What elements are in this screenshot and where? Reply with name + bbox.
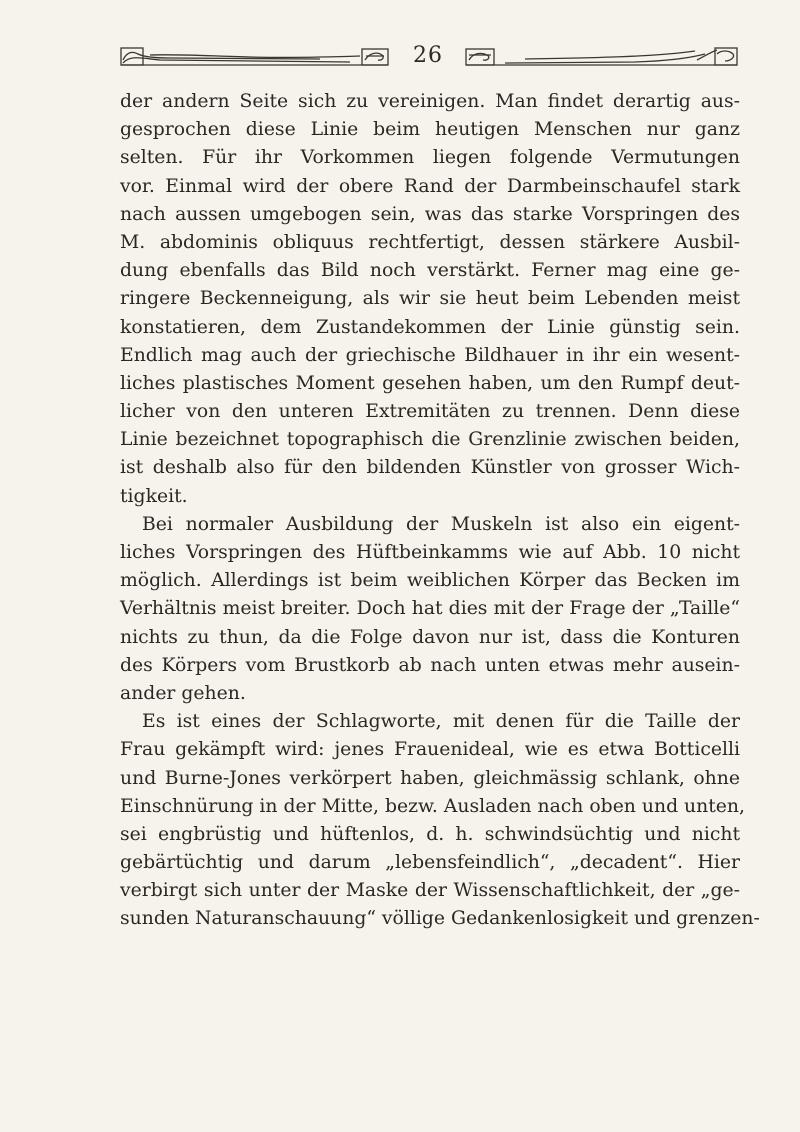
- paragraph-3: [120, 708, 760, 934]
- text-line: nach aussen umgebogen sein, was das starke Vorspringen des: [120, 203, 740, 225]
- text-line: nichts zu thun, da die Folge davon nur ist, dass die Konturen: [120, 626, 740, 648]
- text-line: ander gehen.: [120, 682, 246, 704]
- text-line: vor. Einmal wird der obere Rand der Darmbeinschaufel stark: [120, 175, 740, 197]
- text-line: Frau gekämpft wird: jenes Frauenideal, wie es etwa Botticelli: [120, 739, 740, 761]
- text-line: der andern Seite sich zu vereinigen. Man findet derartig aus-: [120, 91, 740, 112]
- text-line: verbirgt sich unter der Maske der Wissenschaftlichkeit, der „ge-: [120, 880, 740, 902]
- text-line: ringere Beckenneigung, als wir sie heut beim Lebenden meist: [120, 288, 740, 310]
- text-line: Endlich mag auch der griechische Bildhauer in ihr ein wesent-: [120, 344, 740, 366]
- text-line: selten. Für ihr Vorkommen liegen folgende Vermutungen: [120, 147, 740, 169]
- text-line: Es ist eines der Schlagworte, mit denen für die Taille der: [142, 711, 740, 733]
- text-line: konstatieren, dem Zustandekommen der Linie günstig sein.: [120, 316, 740, 338]
- decorative-rule-right-icon: [465, 46, 740, 68]
- body-text: [120, 88, 760, 934]
- paragraph-2: [120, 511, 740, 708]
- text-line: liches Vorspringen des Hüftbeinkamms wie auf Abb. 10 nicht: [120, 542, 740, 563]
- page-header: [120, 38, 740, 78]
- text-line: des Körpers vom Brustkorb ab nach unten etwas mehr ausein-: [120, 654, 740, 676]
- text-line: Bei normaler Ausbildung der Muskeln ist also ein eigent-: [142, 513, 740, 535]
- decorative-rule-left-icon: [120, 46, 390, 68]
- text-line: M. abdominis obliquus rechtfertigt, dessen stärkere Ausbil-: [120, 231, 740, 253]
- text-line: Verhältnis meist breiter. Doch hat dies mit der Frage der „Taille“: [120, 598, 740, 620]
- text-line: Einschnürung in der Mitte, bezw. Ausladen nach oben und unten,: [120, 795, 745, 817]
- text-line: sei engbrüstig und hüftenlos, d. h. schwindsüchtig und nicht: [120, 823, 740, 845]
- text-line: möglich. Allerdings ist beim weiblichen Körper das Becken im: [120, 570, 740, 592]
- text-line: ist deshalb also für den bildenden Künstler von grosser Wich-: [120, 457, 740, 479]
- text-line: gesprochen diese Linie beim heutigen Menschen nur ganz: [120, 119, 740, 141]
- text-line: gebärtüchtig und darum „lebensfeindlich“, „decadent“. Hier: [120, 852, 740, 874]
- text-line: und Burne-Jones verkörpert haben, gleichmässig schlank, ohne: [120, 767, 740, 789]
- text-line: licher von den unteren Extremitäten zu trennen. Denn diese: [120, 401, 740, 423]
- text-line: liches plastisches Moment gesehen haben, um den Rumpf deut-: [120, 372, 740, 394]
- text-line: dung ebenfalls das Bild noch verstärkt. Ferner mag eine ge-: [120, 260, 740, 282]
- page-number: 26: [413, 43, 443, 68]
- text-line: tigkeit.: [120, 485, 188, 507]
- text-line: sunden Naturanschauung“ völlige Gedankenlosigkeit und grenzen-: [120, 908, 760, 930]
- paragraph-1: [120, 88, 740, 511]
- text-line: Linie bezeichnet topographisch die Grenzlinie zwischen beiden,: [120, 429, 740, 451]
